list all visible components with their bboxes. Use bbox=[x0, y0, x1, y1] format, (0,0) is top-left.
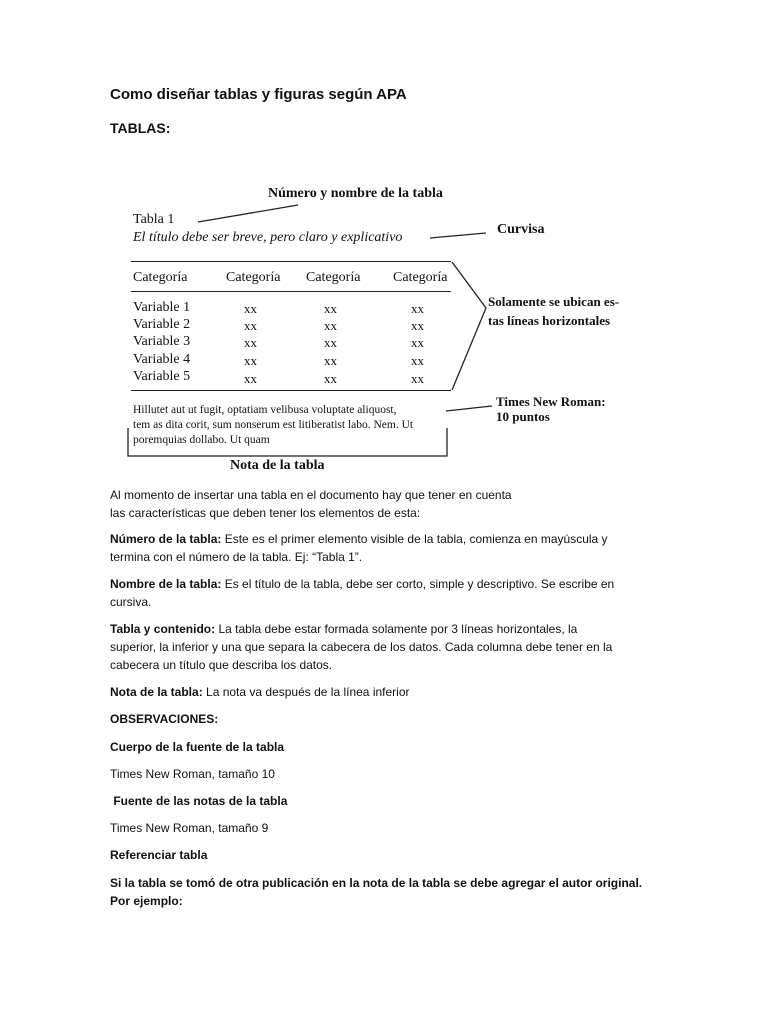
label-font-2: 10 puntos bbox=[496, 409, 550, 424]
header-col-2: Categoría bbox=[226, 270, 281, 285]
cuerpo-value: Times New Roman, tamaño 10 bbox=[110, 767, 275, 781]
header-col-3: Categoría bbox=[306, 270, 361, 285]
cell: xx bbox=[324, 318, 337, 333]
cell: xx bbox=[411, 371, 424, 386]
cell: xx bbox=[244, 335, 257, 350]
table-title: El título debe ser breve, pero claro y explicativo bbox=[133, 230, 403, 245]
fuente-label: Fuente de las notas de la tabla bbox=[110, 794, 288, 808]
cell: xx bbox=[324, 335, 337, 350]
row-label: Variable 1 bbox=[133, 300, 191, 315]
header-rule bbox=[131, 291, 451, 292]
nombre-label: Nombre de la tabla: bbox=[110, 577, 222, 591]
contenido-label: Tabla y contenido: bbox=[110, 622, 216, 636]
numero-paragraph bbox=[110, 530, 655, 566]
intro-paragraph bbox=[110, 486, 655, 522]
bracket-horizontales bbox=[452, 262, 486, 390]
page-title: Como diseñar tablas y figuras según APA bbox=[110, 86, 407, 103]
numero-text-2: termina con el número de la tabla. Ej: “Tabla 1”. bbox=[110, 550, 363, 564]
intro-line-2: las características que deben tener los elementos de esta: bbox=[110, 506, 421, 520]
label-horizontales-2: tas líneas horizontales bbox=[488, 313, 611, 328]
cell: xx bbox=[411, 318, 424, 333]
cell: xx bbox=[411, 335, 424, 350]
label-font-1: Times New Roman: bbox=[496, 394, 606, 409]
nombre-paragraph bbox=[110, 575, 655, 611]
cell: xx bbox=[324, 371, 337, 386]
pointer-curvisa bbox=[430, 233, 486, 238]
apa-table-figure bbox=[0, 0, 768, 480]
fuente-value: Times New Roman, tamaño 9 bbox=[110, 821, 269, 835]
note-line: tem as dita corit, sum nonserum est litiberatist labo. Nem. Ut bbox=[133, 419, 414, 431]
nombre-text-1: Es el título de la tabla, debe ser corto, simple y descriptivo. Se escribe en bbox=[221, 577, 615, 591]
referenciar-paragraph bbox=[110, 874, 655, 910]
cuerpo-label: Cuerpo de la fuente de la tabla bbox=[110, 740, 285, 754]
note-line: Hillutet aut ut fugit, optatiam velibusa voluptate aliquost, bbox=[133, 404, 397, 416]
header-col-1: Categoría bbox=[133, 270, 188, 285]
observaciones-heading: OBSERVACIONES: bbox=[110, 712, 219, 726]
bottom-rule bbox=[131, 390, 451, 391]
label-horizontales-1: Solamente se ubican es- bbox=[488, 294, 620, 309]
cell: xx bbox=[244, 353, 257, 368]
nota-label: Nota de la tabla: bbox=[110, 685, 203, 699]
cell: xx bbox=[244, 318, 257, 333]
section-heading: TABLAS: bbox=[110, 120, 171, 136]
nombre-text-2: cursiva. bbox=[110, 595, 152, 609]
contenido-text-1: La tabla debe estar formada solamente por 3 líneas horizontales, la bbox=[215, 622, 578, 636]
cell: xx bbox=[411, 301, 424, 316]
numero-label: Número de la tabla: bbox=[110, 532, 222, 546]
label-curvisa: Curvisa bbox=[497, 222, 545, 237]
cell: xx bbox=[324, 353, 337, 368]
label-nota: Nota de la tabla bbox=[230, 458, 325, 473]
nota-paragraph bbox=[110, 683, 655, 701]
table-note bbox=[133, 403, 458, 448]
contenido-paragraph bbox=[110, 620, 655, 674]
table-number: Tabla 1 bbox=[133, 212, 175, 227]
header-col-4: Categoría bbox=[393, 270, 448, 285]
cell: xx bbox=[244, 301, 257, 316]
row-label: Variable 4 bbox=[133, 352, 191, 367]
contenido-text-2: superior, la inferior y una que separa la cabecera de los datos. Cada columna debe tener en la bbox=[110, 640, 613, 654]
ref-line-1: Si la tabla se tomó de otra publicación en la nota de la tabla se debe agregar el autor original. bbox=[110, 876, 643, 890]
row-label: Variable 2 bbox=[133, 317, 191, 332]
referenciar-heading: Referenciar tabla bbox=[110, 848, 208, 862]
ref-line-2: Por ejemplo: bbox=[110, 894, 183, 908]
pointer-numero bbox=[198, 205, 298, 222]
cell: xx bbox=[411, 353, 424, 368]
cell: xx bbox=[244, 371, 257, 386]
top-rule bbox=[131, 261, 451, 262]
intro-line-1: Al momento de insertar una tabla en el documento hay que tener en cuenta bbox=[110, 488, 512, 502]
contenido-text-3: cabecera un título que describa los datos. bbox=[110, 658, 333, 672]
note-line: poremquias dollabo. Ut quam bbox=[133, 434, 270, 446]
cell: xx bbox=[324, 301, 337, 316]
row-label: Variable 3 bbox=[133, 334, 191, 349]
numero-text-1: Este es el primer elemento visible de la tabla, comienza en mayúscula y bbox=[221, 532, 608, 546]
nota-text: La nota va después de la línea inferior bbox=[202, 685, 410, 699]
row-label: Variable 5 bbox=[133, 369, 191, 384]
label-numero: Número y nombre de la tabla bbox=[268, 186, 443, 201]
